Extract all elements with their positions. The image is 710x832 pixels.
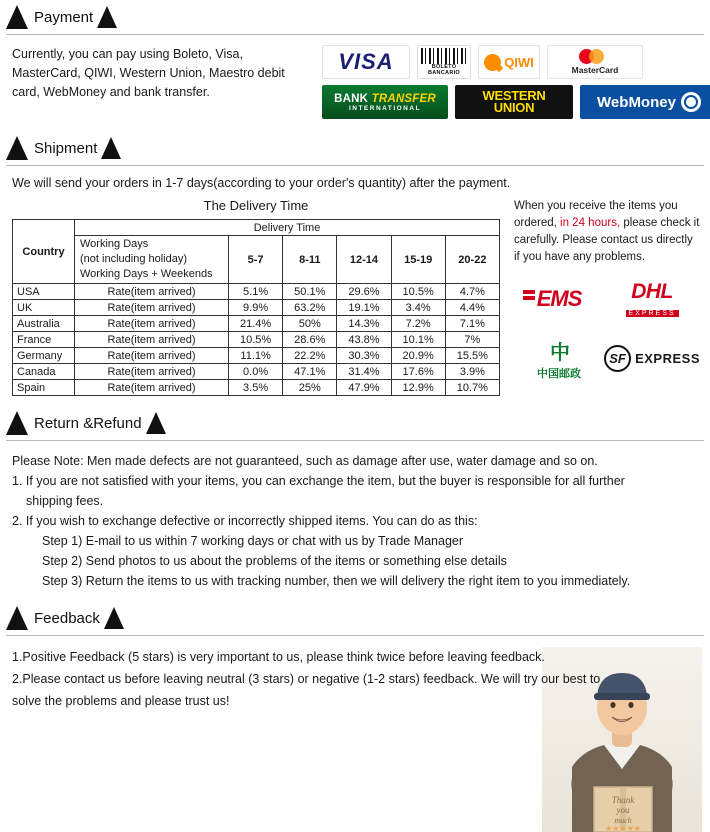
webmoney-logo-label: WebMoney [597, 93, 676, 111]
cell-rate-label: Rate(item arrived) [75, 348, 229, 364]
section-header-feedback [0, 601, 710, 635]
feedback-body [0, 636, 710, 722]
cell-value: 20.9% [391, 348, 445, 364]
western-union-label-2: UNION [493, 100, 535, 115]
western-union-logo [455, 85, 573, 119]
header-range-4: 15-19 [391, 236, 445, 284]
courier-logo-group [514, 280, 700, 381]
barcode-icon [421, 48, 467, 64]
cell-rate-label: Rate(item arrived) [75, 284, 229, 300]
globe-icon [681, 92, 701, 112]
cell-country: UK [13, 300, 75, 316]
cell-value: 28.6% [283, 332, 337, 348]
receive-note-part1: When you receive the items you ordered, [514, 200, 678, 229]
cell-country: Germany [13, 348, 75, 364]
table-row [13, 284, 500, 300]
cell-value: 4.7% [445, 284, 499, 300]
china-post-logo [537, 336, 581, 381]
boleto-logo-label-1: BOLETO [431, 64, 457, 70]
cell-value: 19.1% [337, 300, 391, 316]
section-header-returns [0, 406, 710, 440]
payment-logo-group [322, 45, 710, 119]
triangle-right-icon [97, 6, 117, 28]
cell-country: USA [13, 284, 75, 300]
svg-text:you: you [616, 805, 630, 815]
payment-body [0, 35, 710, 131]
triangle-left-icon [6, 606, 28, 630]
returns-line: Please Note: Men made defects are not guaranteed, such as damage after use, water damage and so on. [12, 454, 598, 468]
dhl-logo [626, 280, 679, 318]
cell-value: 63.2% [283, 300, 337, 316]
receive-note-highlight: in 24 hours, [556, 217, 624, 229]
cell-value: 43.8% [337, 332, 391, 348]
visa-logo-label: VISA [338, 49, 394, 74]
cell-value: 5.1% [229, 284, 283, 300]
section-header-payment [0, 0, 710, 34]
returns-line: Step 1) E-mail to us within 7 working days or chat with us by Trade Manager [42, 534, 464, 548]
header-country: Country [13, 220, 75, 284]
delivery-time-table [12, 219, 500, 396]
cell-value: 10.1% [391, 332, 445, 348]
bank-transfer-label-2: INTERNATIONAL [348, 104, 422, 112]
cell-rate-label: Rate(item arrived) [75, 332, 229, 348]
bank-transfer-logo [322, 85, 448, 119]
triangle-right-icon [101, 137, 121, 159]
cell-value: 7.1% [445, 316, 499, 332]
feedback-line: solve the problems and please trust us! [12, 694, 230, 708]
payment-description: Currently, you can pay using Boleto, Visa, MasterCard, QIWI, Western Union, Maestro debit card, WebMoney and bank transfer. [12, 47, 285, 99]
china-post-label: 中国邮政 [537, 368, 582, 380]
cell-value: 50% [283, 316, 337, 332]
dhl-logo-sub: EXPRESS [626, 310, 679, 317]
cell-rate-label: Rate(item arrived) [75, 300, 229, 316]
cell-country: Australia [13, 316, 75, 332]
triangle-right-icon [104, 607, 124, 629]
triangle-right-icon [146, 412, 166, 434]
table-header-row-2 [13, 236, 500, 284]
qiwi-mark-icon [484, 54, 501, 71]
cell-value: 3.5% [229, 380, 283, 396]
working-days-line-1: Working Days [80, 238, 149, 250]
cell-rate-label: Rate(item arrived) [75, 380, 229, 396]
shipment-body [0, 196, 710, 406]
qiwi-logo [478, 45, 540, 79]
sf-badge-icon: SF [604, 345, 631, 372]
cell-value: 29.6% [337, 284, 391, 300]
cell-value: 22.2% [283, 348, 337, 364]
triangle-left-icon [6, 411, 28, 435]
cell-value: 31.4% [337, 364, 391, 380]
table-header-row-1 [13, 220, 500, 236]
webmoney-logo [580, 85, 710, 119]
returns-line: Step 3) Return the items to us with tracking number, then we will delivery the right item to you immediately. [42, 574, 631, 588]
feedback-line: 2.Please contact us before leaving neutral (3 stars) or negative (1-2 stars) feedback. We will try our best to [12, 672, 601, 686]
cell-value: 21.4% [229, 316, 283, 332]
sf-express-logo [604, 345, 700, 372]
working-days-line-3: Working Days + Weekends [80, 268, 213, 280]
svg-text:much: much [614, 816, 632, 825]
cell-value: 10.7% [445, 380, 499, 396]
header-range-5: 20-22 [445, 236, 499, 284]
cell-value: 9.9% [229, 300, 283, 316]
delivery-table-title: The Delivery Time [203, 198, 309, 213]
svg-text:Thank: Thank [611, 795, 635, 805]
header-range-3: 12-14 [337, 236, 391, 284]
western-union-label-1: WESTERN [482, 88, 546, 103]
returns-body [0, 441, 710, 601]
header-working-days [75, 236, 229, 284]
cell-country: Canada [13, 364, 75, 380]
cell-value: 11.1% [229, 348, 283, 364]
header-range-2: 8-11 [283, 236, 337, 284]
cell-country: Spain [13, 380, 75, 396]
returns-line: 2. If you wish to exchange defective or incorrectly shipped items. You can do as this: [12, 514, 478, 528]
returns-line: Step 2) Send photos to us about the problems of the items or something else details [42, 554, 507, 568]
cell-value: 0.0% [229, 364, 283, 380]
table-row [13, 348, 500, 364]
cell-value: 3.4% [391, 300, 445, 316]
cell-value: 47.1% [283, 364, 337, 380]
section-title-payment: Payment [34, 8, 94, 26]
cell-rate-label: Rate(item arrived) [75, 364, 229, 380]
cell-value: 17.6% [391, 364, 445, 380]
table-row [13, 300, 500, 316]
delivery-table-column [12, 196, 500, 396]
qiwi-logo-label: QIWI [504, 54, 534, 70]
boleto-bancario-logo [417, 45, 471, 79]
payment-logo-row-2 [322, 85, 710, 119]
section-title-shipment: Shipment [34, 139, 98, 157]
mastercard-circles-icon [575, 49, 615, 64]
section-header-shipment [0, 131, 710, 165]
cell-value: 50.1% [283, 284, 337, 300]
china-post-mark-icon: 中 [550, 342, 569, 364]
table-row [13, 316, 500, 332]
receive-note-part2: please check it carefully. Please contact us directly if you have any problems. [514, 217, 700, 263]
sf-express-label: EXPRESS [635, 351, 700, 366]
cell-value: 14.3% [337, 316, 391, 332]
mastercard-logo [547, 45, 643, 79]
feedback-line: 1.Positive Feedback (5 stars) is very important to us, please think twice before leaving feedback. [12, 650, 545, 664]
cell-value: 10.5% [229, 332, 283, 348]
cell-value: 7.2% [391, 316, 445, 332]
header-delivery-time: Delivery Time [75, 220, 500, 236]
cell-value: 7% [445, 332, 499, 348]
svg-text:★★★★★: ★★★★★ [605, 824, 641, 832]
cell-value: 4.4% [445, 300, 499, 316]
shipment-side-column [514, 196, 700, 396]
triangle-left-icon [6, 5, 28, 29]
header-range-1: 5-7 [229, 236, 283, 284]
dhl-logo-label: DHL [631, 280, 673, 303]
cell-value: 25% [283, 380, 337, 396]
shipment-intro: We will send your orders in 1-7 days(according to your order's quantity) after the payment. [12, 176, 511, 190]
cell-value: 15.5% [445, 348, 499, 364]
cell-value: 30.3% [337, 348, 391, 364]
boleto-logo-label-2: BANCARIO [427, 70, 461, 76]
returns-line: 1. If you are not satisfied with your items, you can exchange the item, but the buyer is responsible for all further [12, 474, 625, 488]
cell-country: France [13, 332, 75, 348]
visa-logo [322, 45, 410, 79]
cell-rate-label: Rate(item arrived) [75, 316, 229, 332]
payment-logo-row-1 [322, 45, 710, 79]
returns-line: shipping fees. [26, 494, 104, 508]
ems-logo: EMS [536, 286, 582, 311]
working-days-line-2: (not including holiday) [80, 253, 188, 265]
mastercard-logo-label: MasterCard [571, 65, 619, 75]
bank-transfer-label-1: BANK TRANSFER [334, 92, 436, 105]
table-row [13, 364, 500, 380]
triangle-left-icon [6, 136, 28, 160]
section-title-feedback: Feedback [34, 609, 100, 627]
table-row [13, 332, 500, 348]
cell-value: 47.9% [337, 380, 391, 396]
receive-note [514, 198, 700, 266]
cell-value: 3.9% [445, 364, 499, 380]
cell-value: 10.5% [391, 284, 445, 300]
cell-value: 12.9% [391, 380, 445, 396]
section-title-returns: Return &Refund [34, 414, 142, 432]
table-row [13, 380, 500, 396]
